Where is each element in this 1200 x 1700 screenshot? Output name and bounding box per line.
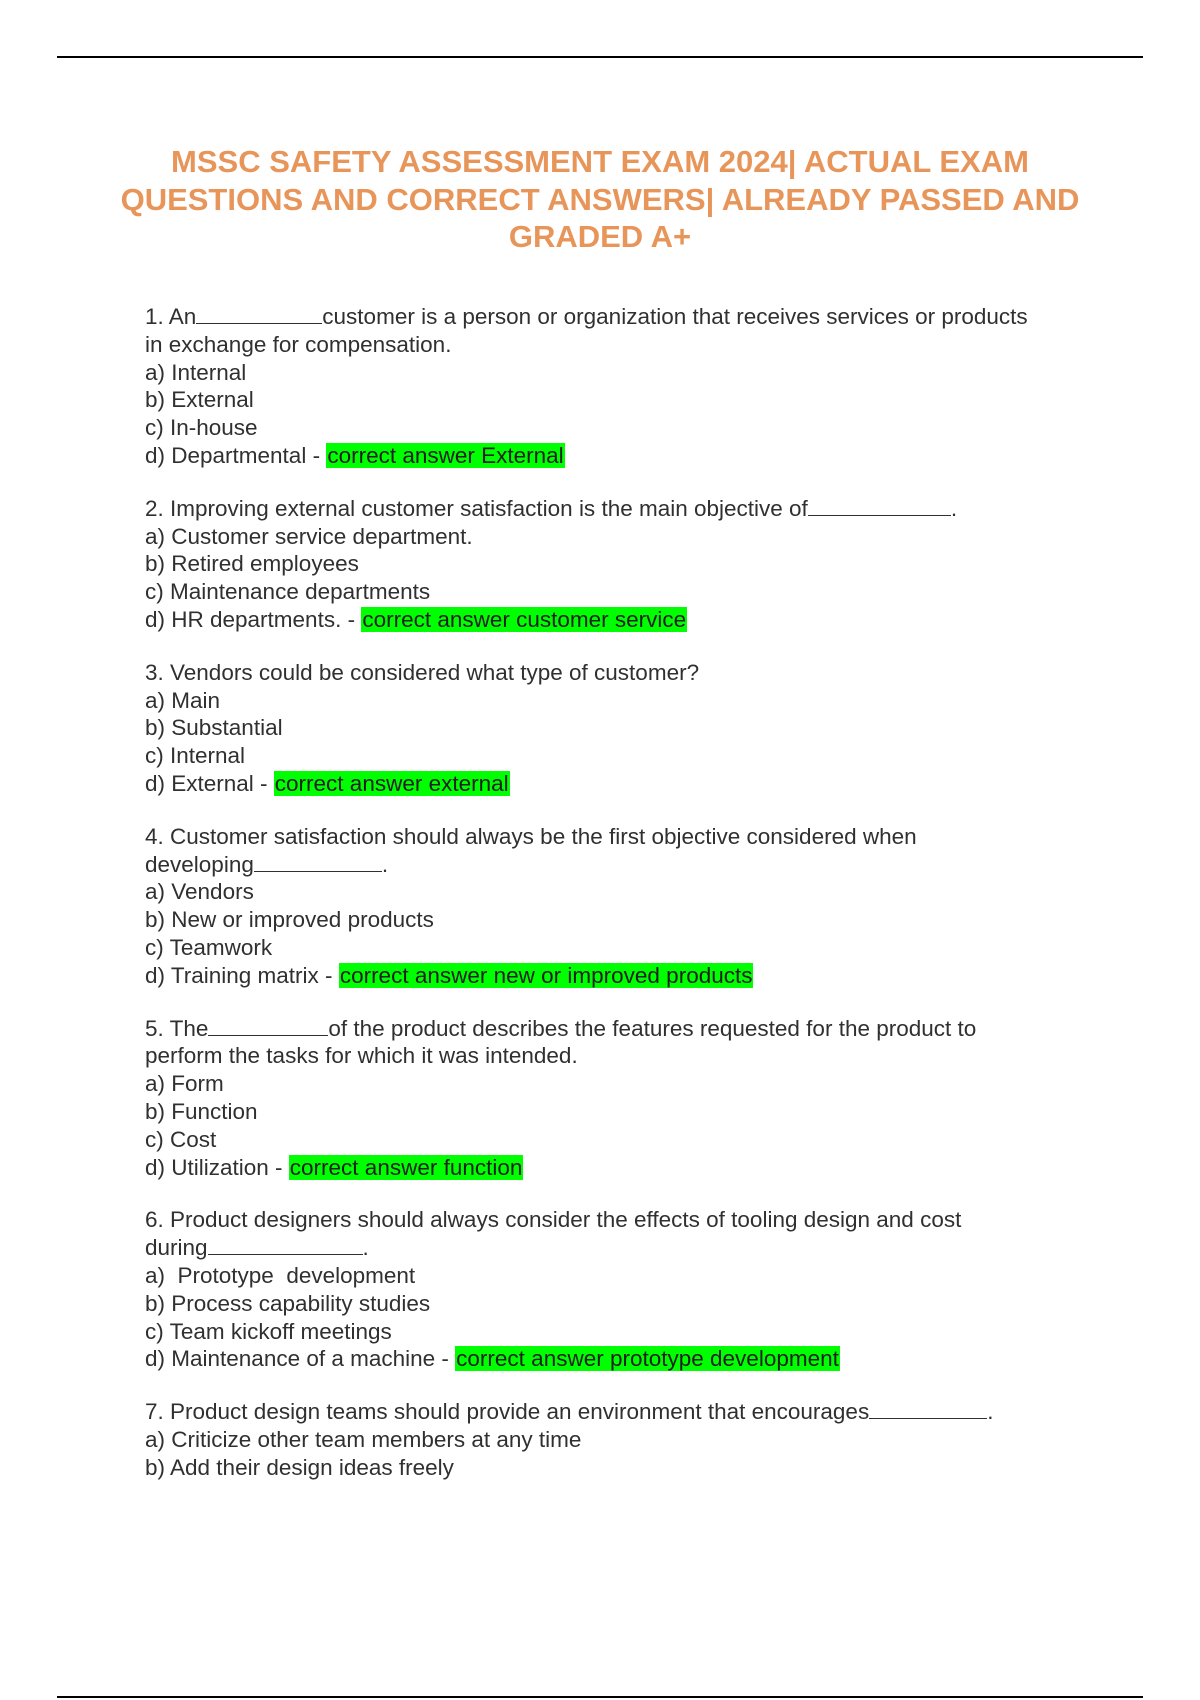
answer-blank	[208, 1015, 328, 1036]
option-d: d) HR departments. - correct answer customer service	[145, 606, 687, 632]
question-stem-continued: during .	[145, 1235, 369, 1261]
question-stem-continued: developing .	[145, 851, 389, 877]
option-d: d) Departmental - correct answer External	[145, 442, 564, 468]
option-a: a) Form	[145, 1071, 224, 1097]
question-stem-continued: in exchange for compensation.	[145, 331, 452, 357]
answer-blank	[808, 495, 951, 516]
question-4	[145, 823, 1105, 990]
option-b: b) External	[145, 387, 254, 413]
question-stem: 6. Product designers should always consider the effects of tooling design and cost	[145, 1207, 962, 1233]
option-a: a) Criticize other team members at any time	[145, 1426, 582, 1452]
correct-answer-highlight: correct answer customer service	[362, 606, 687, 632]
question-stem: 3. Vendors could be considered what type of customer?	[145, 659, 700, 685]
answer-blank	[254, 851, 382, 872]
option-a: a) Prototype development	[145, 1262, 416, 1288]
option-d: d) Utilization - correct answer function	[145, 1154, 523, 1180]
option-d: d) External - correct answer external	[145, 770, 509, 796]
option-b: b) Substantial	[145, 715, 283, 741]
correct-answer-highlight: correct answer function	[289, 1154, 523, 1180]
option-c: c) Cost	[145, 1126, 217, 1152]
option-a: a) Main	[145, 687, 221, 713]
question-6	[145, 1206, 1105, 1373]
correct-answer-highlight: correct answer External	[327, 442, 564, 468]
top-rule	[57, 56, 1143, 58]
question-stem: 4. Customer satisfaction should always be the first objective considered when	[145, 823, 917, 849]
correct-answer-highlight: correct answer external	[274, 770, 509, 796]
question-stem: 2. Improving external customer satisfaction is the main objective of .	[145, 495, 958, 521]
answer-blank	[196, 303, 322, 324]
bottom-rule	[57, 1696, 1143, 1698]
question-1	[145, 303, 1105, 470]
option-a: a) Internal	[145, 359, 247, 385]
document-title: MSSC SAFETY ASSESSMENT EXAM 2024| ACTUAL EXAM QUESTIONS AND CORRECT ANSWERS| ALREADY PASSED AND GRADED A+	[120, 144, 1080, 254]
option-b: b) Retired employees	[145, 551, 359, 577]
question-stem: 7. Product design teams should provide an environment that encourages .	[145, 1399, 994, 1425]
option-b: b) New or improved products	[145, 907, 434, 933]
answer-blank	[869, 1398, 987, 1419]
question-2	[145, 495, 1105, 634]
question-list	[145, 303, 1105, 1506]
option-a: a) Vendors	[145, 879, 254, 905]
option-c: c) In-house	[145, 415, 258, 441]
question-5	[145, 1015, 1105, 1182]
option-d: d) Maintenance of a machine - correct answer prototype development	[145, 1346, 839, 1372]
option-c: c) Maintenance departments	[145, 579, 431, 605]
option-c: c) Teamwork	[145, 934, 273, 960]
question-3	[145, 659, 1105, 798]
question-7	[145, 1398, 1105, 1481]
correct-answer-highlight: correct answer prototype development	[456, 1346, 839, 1372]
question-stem: 5. The of the product describes the features requested for the product to	[145, 1015, 977, 1041]
option-a: a) Customer service department.	[145, 523, 473, 549]
question-stem: 1. An customer is a person or organization that receives services or products	[145, 304, 1028, 329]
correct-answer-highlight: correct answer new or improved products	[339, 962, 753, 988]
option-c: c) Team kickoff meetings	[145, 1318, 392, 1344]
option-d: d) Training matrix - correct answer new or improved products	[145, 962, 753, 988]
option-b: b) Process capability studies	[145, 1290, 431, 1316]
answer-blank	[208, 1234, 363, 1255]
option-b: b) Function	[145, 1098, 258, 1124]
question-stem-continued: perform the tasks for which it was intended.	[145, 1043, 578, 1069]
option-b: b) Add their design ideas freely	[145, 1454, 454, 1480]
option-c: c) Internal	[145, 743, 246, 769]
